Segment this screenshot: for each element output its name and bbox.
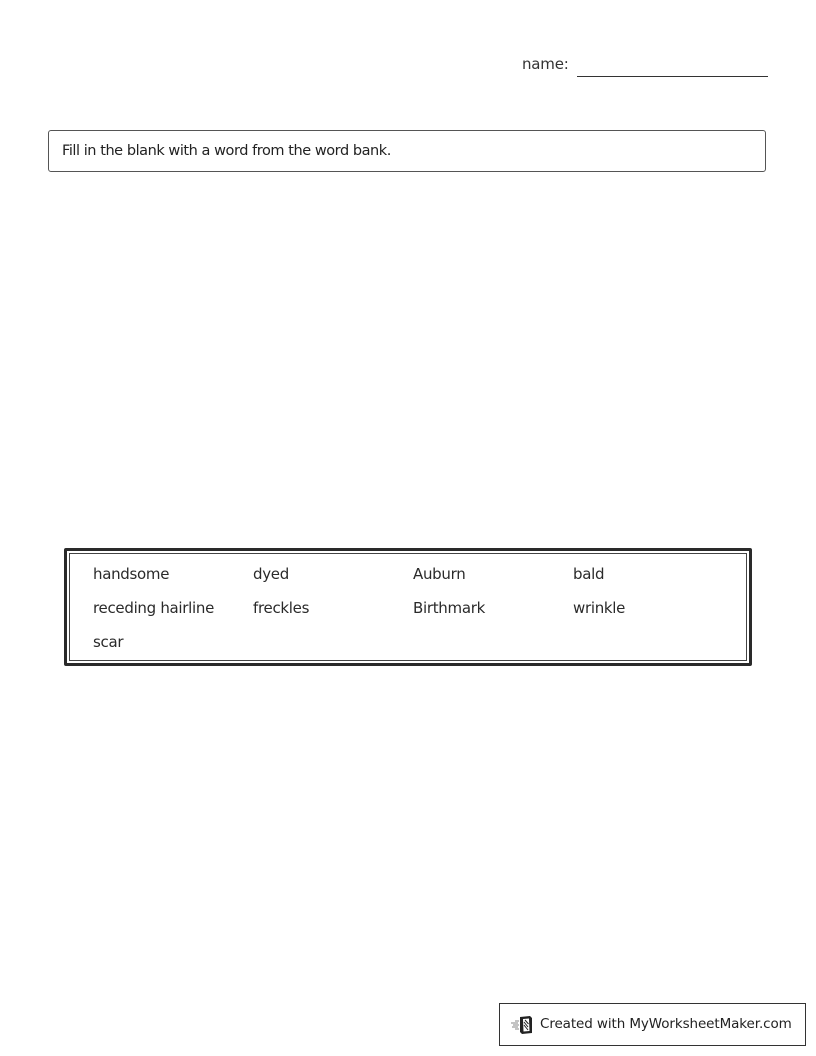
word-bank-item: bald	[573, 565, 605, 583]
worksheet-maker-logo-icon	[510, 1015, 536, 1035]
word-bank-item: scar	[93, 633, 124, 651]
word-bank-item: freckles	[253, 599, 310, 617]
name-blank-line	[577, 76, 768, 77]
footer-credit-text: Created with MyWorksheetMaker.com	[540, 1016, 792, 1032]
word-bank-item: wrinkle	[573, 599, 626, 617]
word-bank-item: Auburn	[413, 565, 466, 583]
name-label: name:	[522, 55, 569, 73]
instructions-box	[48, 130, 766, 172]
footer-credit[interactable]	[499, 1003, 806, 1046]
word-bank-item: Birthmark	[413, 599, 485, 617]
word-bank-item: handsome	[93, 565, 170, 583]
word-bank-item: receding hairline	[93, 599, 215, 617]
instructions-text: Fill in the blank with a word from the word bank.	[62, 143, 391, 159]
name-field	[522, 54, 768, 78]
word-bank	[64, 548, 752, 666]
word-bank-item: dyed	[253, 565, 289, 583]
